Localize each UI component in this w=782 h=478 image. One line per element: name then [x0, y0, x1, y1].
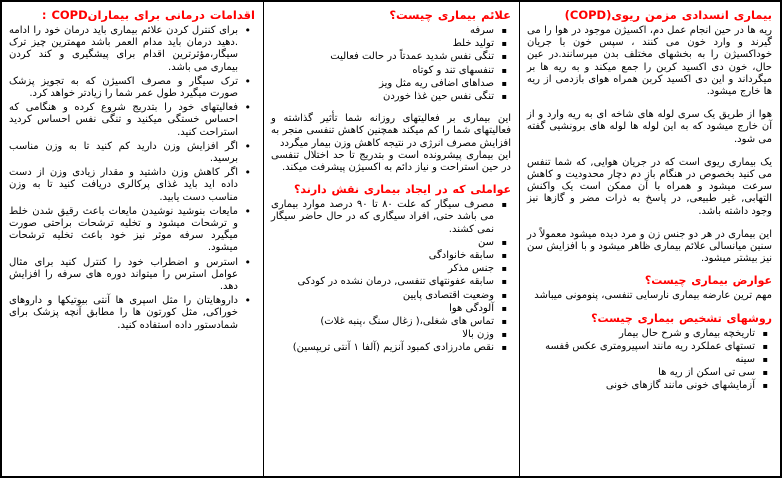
list-item: ▪ تنگی نفس شدید عمدتاً در حالت فعالیت — [271, 51, 494, 63]
complications-heading: عوارض بیماری چیست؟ — [644, 274, 772, 288]
overview-heading: بیماری انسدادی مزمن ریوی(COPD) — [564, 8, 772, 22]
list-item: ▪ مصرف سیگار که علت ۸۰ تا ۹۰ درصد موارد بیماری می باشد حتی, افراد سیگاری که در حال حاضر سیگار نمی کشند. — [271, 199, 494, 236]
list-item: ▪ نقص مادرزادی کمبود آنزیم (آلفا ۱ آنتی تریپسین) — [271, 342, 494, 354]
list-item: ▪ سن — [271, 237, 494, 249]
paragraph-progress: این بیماری پیشرونده است و بتدریج تا حد اختلال تنفسی در حین استراحت و نیاز دائم به اکسیژن پیشرفت میکند. — [271, 149, 511, 174]
list-item: ▪ آلودگی هوا — [271, 303, 494, 315]
list-item: • فعالیتهای خود را بتدریج شروع کرده و هنگامی که احساس خستگی میکنید و تنگی نفس احساس کردید استراحت کنید. — [9, 102, 238, 139]
list-item: ▪ آزمایشهای خونی مانند گازهای خونی — [527, 380, 755, 392]
column-disease-overview — [519, 2, 780, 476]
paragraph-breathing: ریه ها در حین انجام عمل دم، اکسیژن موجود در هوا را می گیرند و وارد خون می کنند ، سپس خون با جریان خوداکسیژن را به بخشهای مختلف بدن میرسانند.در عین حال، خون دی اکسید کربن را جمع میکند و به ریه ها بر میگرداند و این دی اکسید کربن همراه هوای بازدمی از ریه ها خارج میشود. — [527, 25, 772, 98]
list-item: ▪ سابقه خانوادگی — [271, 250, 494, 262]
list-item: ▪ تولید خلط — [271, 38, 494, 50]
list-item: • داروهایتان را مثل اسپری ها آنتی بیوتیکها و داروهای خوراکی, مثل کورتون ها را مطابق آنچه پزشک برای شمادستور داده استفاده کنید. — [9, 295, 238, 332]
factors-list — [271, 199, 511, 354]
paragraph-bronchi: هوا از طریق یک سری لوله های شاخه ای به ریه وارد و از آن خارج میشود که به این لوله ها لوله های برونشیی گفته می شود. — [527, 109, 772, 145]
treatment-list — [9, 25, 255, 332]
list-item: ▪ وزن بالا — [271, 329, 494, 341]
column-symptoms-factors — [263, 2, 519, 476]
list-item: • اگر افزایش وزن دارید کم کنید تا به وزن مناسب برسید. — [9, 141, 238, 165]
column-treatment — [2, 2, 263, 476]
list-item: ▪ سابقه عفونتهای تنفسی, درمان نشده در کودکی — [271, 276, 494, 288]
list-item: • برای کنترل کردن علائم بیماری باید درمان خود را ادامه .دهید درمان باید مدام العمر باشد مهمترین چیز ترک سیگار،مؤثرترین اقدام برای پیشگیری و کند کردن بیماری می باشد. — [9, 25, 238, 74]
list-item: ▪ جنس مذکر — [271, 263, 494, 275]
paragraph-impact: این بیماری بر فعالیتهای روزانه شما تأثیر گذاشته و فعالیتهای شما را کم میکند همچنین کاهش تنفسی منجر به افزایش مصرف انرژی در نتیجه کاهش وزن بیمار میگردد — [271, 113, 511, 149]
list-item: ▪ صداهای اضافی ریه مثل ویز — [271, 78, 494, 90]
list-item: • اگر کاهش وزن داشتید و مقدار زیادی وزن از دست داده اید باید غذای پرکالری دریافت کنید تا به وزن مناسب دست یابید. — [9, 167, 238, 204]
list-item: • استرس و اضطراب خود را کنترل کنید برای مثال عوامل استرس را میتواند دوره های سرفه را افزایش دهد. — [9, 257, 238, 294]
list-item: ▪ سرفه — [271, 25, 494, 37]
list-item: ▪ تاریخچه بیماری و شرح حال بیمار — [527, 328, 755, 340]
list-item: ▪ تماس های شغلی،( زغال سنگ ،پنبه غلات) — [271, 316, 494, 328]
list-item: ▪ تستهای عملکرد ریه مانند اسپیرومتری عکس قفسه — [527, 341, 755, 353]
diagnosis-list — [527, 328, 772, 393]
list-item: ▪ تنگی نفس حین غذا خوردن — [271, 91, 494, 103]
factors-heading: عواملی که در ایجاد بیماری نقش دارند؟ — [294, 183, 511, 197]
symptoms-list — [271, 25, 511, 103]
list-item: ▪ تنفسهای تند و کوتاه — [271, 65, 494, 77]
list-item: • ترک سیگار و مصرف اکسیژن که به تجویز پزشک صورت میگیرد طول عمر شما را زیادتر خواهد کرد. — [9, 76, 238, 100]
complications-text: مهم ترین عارضه بیماری نارسایی تنفسی، پنومونی میباشد — [534, 290, 772, 302]
list-item: ▪ وضعیت اقتصادی پایین — [271, 290, 494, 302]
list-item: ▪ سی تی اسکن از ریه ها — [527, 367, 755, 379]
list-item: ▪ سینه — [527, 354, 755, 366]
list-item: • مایعات بنوشید نوشیدن مایعات باعث رقیق شدن خلط و ترشحات میشود و تخلیه ترشحات براحتی صورت میگیرد سرفه موثر نیز خود باعث تخلیه ترشحات میشود. — [9, 206, 238, 255]
paragraph-definition: یک بیماری ریوی است که در جریان هوایی, که شما تنفس می کنید بخصوص در هنگام باز دم دچار محدودیت و کاهش سرعت میشود و همراه با آن ممکن است یک واکنش التهابی, غیر طبیعی, در پاسخ به ذرات مضر و گازها نیز وجود داشته باشد. — [527, 156, 772, 217]
diagnosis-heading: روشهای تشخیص بیماری چیست؟ — [591, 311, 772, 325]
treatment-heading: اقدامات درمانی برای بیمارانCOPD : — [41, 8, 255, 22]
symptoms-heading: علائم بیماری چیست؟ — [389, 8, 511, 22]
paragraph-epidemiology: این بیماری در هر دو جنس زن و مرد دیده میشود معمولاً در سنین میانسالی علائم بیماری ظاهر میشود و با افزایش سن نیز بیشتر میشود. — [527, 228, 772, 265]
